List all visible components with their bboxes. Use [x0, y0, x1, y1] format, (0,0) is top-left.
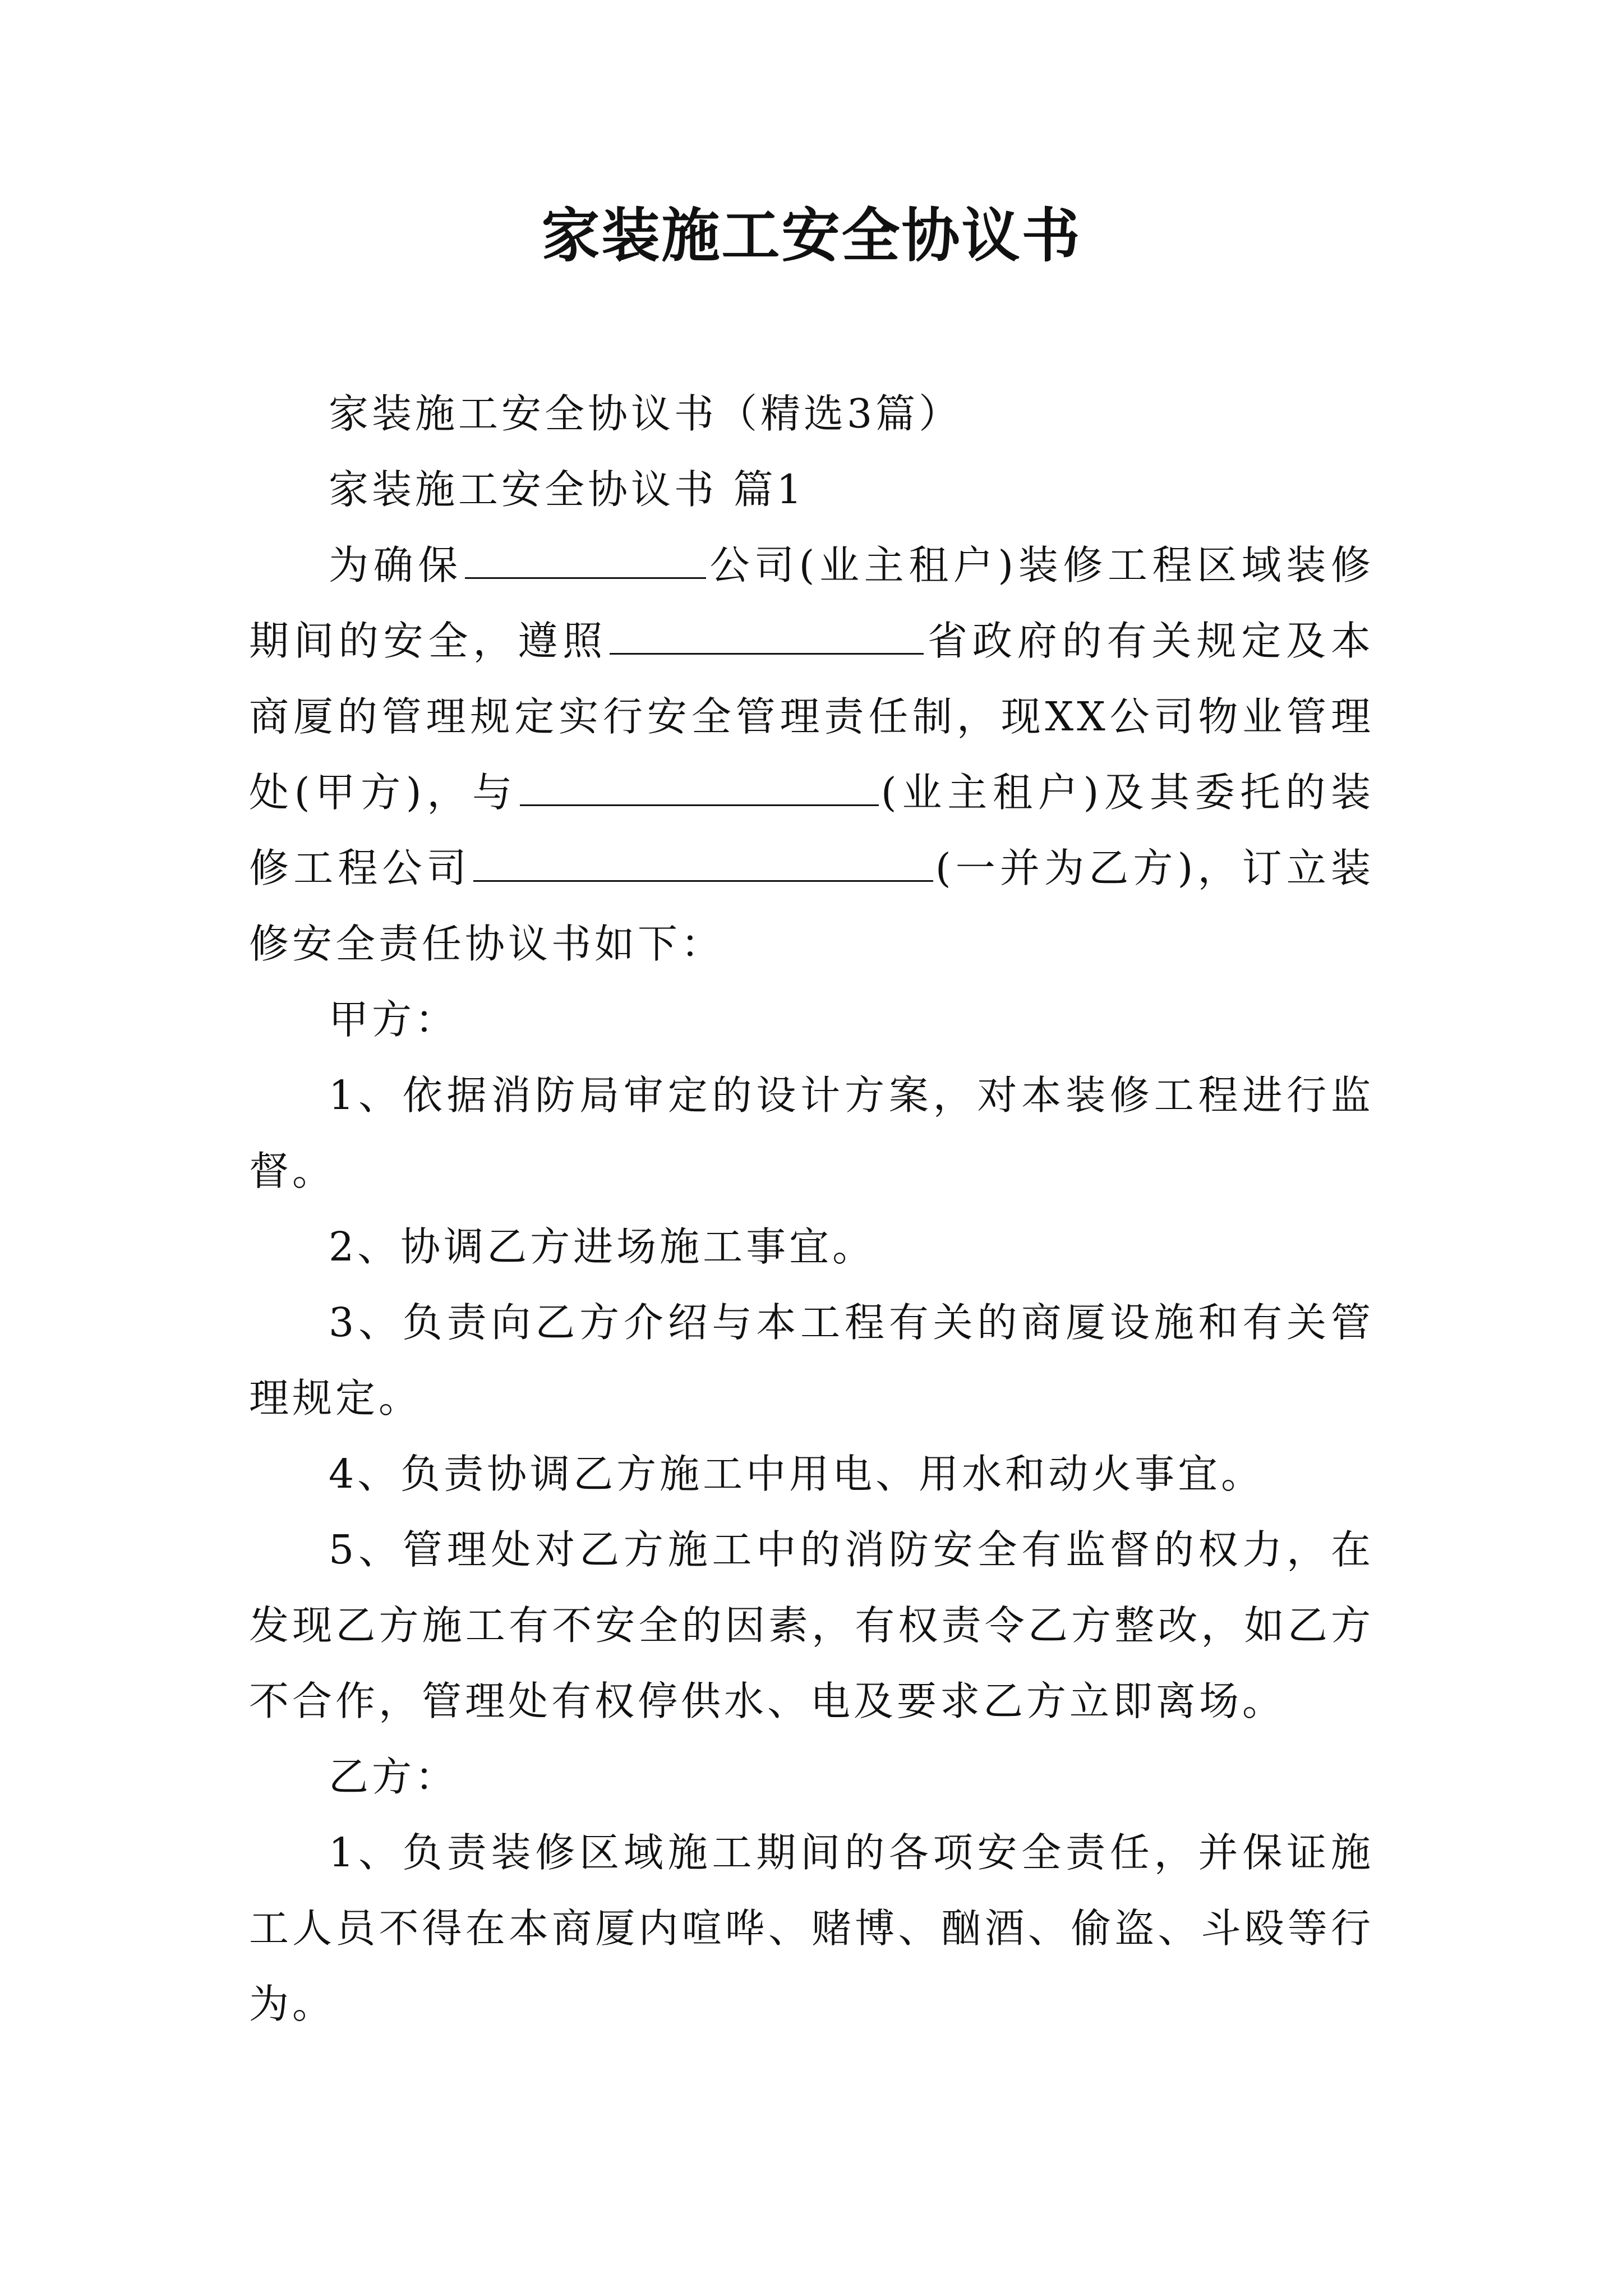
party-a-item-2: 2、协调乙方进场施工事宜。 — [329, 1223, 876, 1270]
intro-text-3: 省政府的有关规定及本商厦的管理规定实行安全管理责任制，现XX公司物业管理处(甲方)，与 — [249, 618, 1374, 816]
intro-text-4: (业主租户)及其委托的装修工程公司 — [249, 769, 1374, 891]
blank-field-company — [465, 533, 706, 579]
intro-text-2: 公司(业主租户)装修工程区域装修期间的安全，遵照 — [249, 542, 1374, 664]
blank-field-contractor — [473, 836, 933, 882]
party-a-item-4: 4、负责协调乙方施工中用电、用水和动火事宜。 — [329, 1451, 1265, 1497]
blank-field-tenant — [520, 761, 879, 806]
party-b-item-1: 1、负责装修区域施工期间的各项安全责任，并保证施工人员不得在本商厦内喧哗、赌博、酗酒、偷盗、斗殴等行为。 — [249, 1829, 1374, 2027]
section-heading: 家装施工安全协议书 篇1 — [329, 466, 805, 513]
document-body — [249, 376, 1374, 2042]
party-a-item-3: 3、负责向乙方介绍与本工程有关的商厦设施和有关管理规定。 — [249, 1299, 1374, 1421]
party-a-label: 甲方： — [329, 996, 459, 1043]
party-b-label: 乙方： — [329, 1754, 459, 1800]
blank-field-province — [610, 609, 924, 655]
intro-text-5: (一并为乙方)，订立装修安全责任协议书如下： — [249, 845, 1374, 967]
intro-text-1: 为确保 — [329, 542, 463, 588]
subtitle: 家装施工安全协议书（精选3篇） — [329, 390, 962, 437]
document-title: 家装施工安全协议书 — [541, 201, 1082, 270]
intro-paragraph — [249, 527, 1374, 982]
party-a-item-5: 5、管理处对乙方施工中的消防安全有监督的权力，在发现乙方施工有不安全的因素，有权责令乙方整改，如乙方不合作，管理处有权停供水、电及要求乙方立即离场。 — [249, 1526, 1374, 1724]
party-a-item-1: 1、依据消防局审定的设计方案，对本装修工程进行监督。 — [249, 1072, 1374, 1194]
